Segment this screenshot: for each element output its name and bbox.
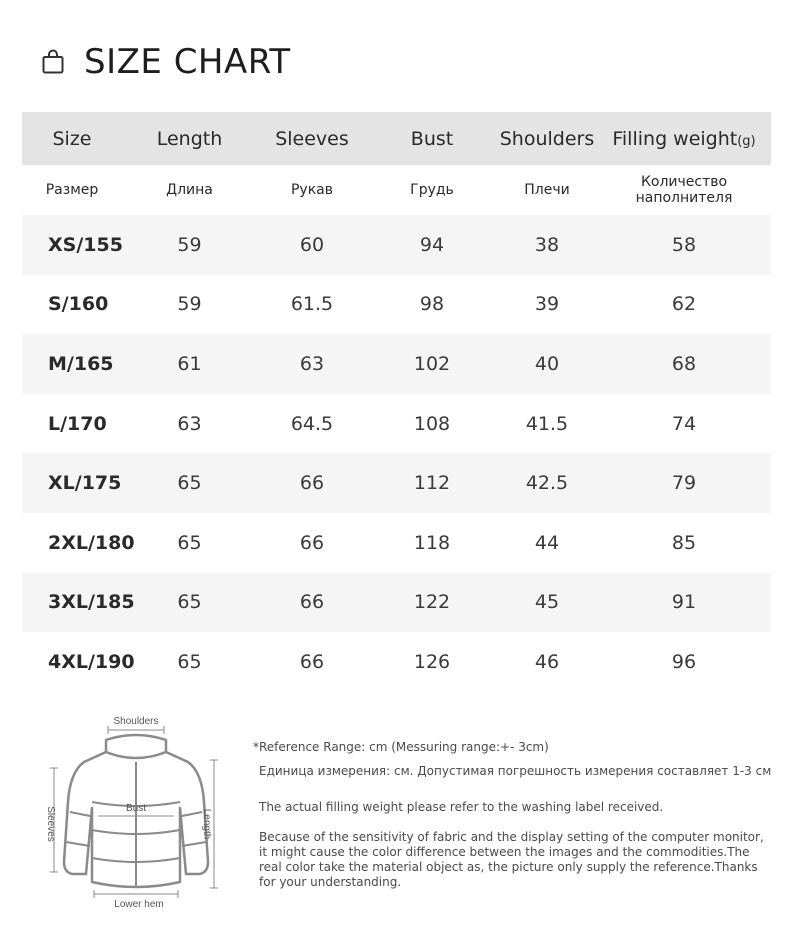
table-row (22, 334, 771, 394)
cell-size: M/165 (48, 352, 114, 375)
cell-sleeves: 61.5 (290, 293, 334, 316)
cell-filling: 91 (671, 591, 697, 614)
header-ru-filling: Количество наполнителя (635, 174, 733, 206)
cell-shoulders: 45 (534, 591, 560, 614)
header-row-ru (22, 165, 771, 215)
cell-bust: 118 (413, 531, 451, 554)
cell-length: 61 (177, 352, 202, 375)
cell-filling: 68 (671, 352, 697, 375)
note-color-difference: Because of the sensitivity of fabric and the display setting of the computer monitor, it might cause the color difference between the images and the commodities.The real color take the material object as, the picture only supply the reference.Thanks for your understanding. (259, 830, 764, 889)
table-row (22, 394, 771, 454)
header-shoulders: Shoulders (499, 127, 595, 150)
header-length: Length (156, 127, 223, 150)
note-filling-weight: The actual filling weight please refer to the washing label received. (259, 800, 664, 814)
cell-bust: 122 (413, 591, 451, 614)
cell-sleeves: 66 (299, 650, 325, 673)
header-filling-weight (597, 112, 771, 165)
table-row (22, 453, 771, 513)
cell-bust: 126 (413, 650, 451, 673)
cell-sleeves: 66 (299, 472, 325, 495)
header-ru-length: Длина (166, 182, 213, 198)
cell-size: 4XL/190 (48, 650, 135, 673)
cell-filling: 74 (671, 412, 697, 435)
header-row-en (22, 112, 771, 165)
cell-shoulders: 38 (534, 233, 560, 256)
cell-bust: 112 (413, 472, 451, 495)
cell-shoulders: 44 (534, 531, 560, 554)
cell-bust: 94 (419, 233, 445, 256)
cell-filling: 58 (671, 233, 697, 256)
cell-shoulders: 46 (534, 650, 560, 673)
header-size: Size (52, 127, 92, 150)
label-length: Length (201, 808, 212, 840)
cell-size: 3XL/185 (48, 591, 135, 614)
cell-length: 65 (177, 650, 202, 673)
cell-sleeves: 66 (299, 531, 325, 554)
cell-sleeves: 63 (299, 352, 325, 375)
header-ru-shoulders: Плечи (524, 182, 570, 198)
note-reference-range: *Reference Range: cm (Messuring range:+- 3cm) (253, 740, 549, 754)
cell-shoulders: 42.5 (525, 472, 569, 495)
cell-bust: 98 (419, 293, 445, 316)
table-row (22, 513, 771, 573)
cell-shoulders: 39 (534, 293, 560, 316)
header-bust: Bust (410, 127, 454, 150)
title-bar (40, 40, 291, 84)
label-shoulders: Shoulders (113, 716, 159, 727)
cell-size: XL/175 (48, 472, 122, 495)
shopping-bag-icon (40, 49, 66, 75)
cell-filling: 85 (671, 531, 697, 554)
cell-size: XS/155 (48, 233, 123, 256)
cell-length: 59 (177, 233, 202, 256)
size-table (22, 112, 771, 692)
table-row (22, 632, 771, 692)
cell-size: S/160 (48, 293, 109, 316)
header-unit: (g) (737, 133, 756, 149)
label-sleeves: Sleeves (45, 806, 56, 842)
header-ru-bust: Грудь (410, 182, 454, 198)
cell-length: 59 (177, 293, 202, 316)
table-row (22, 215, 771, 275)
cell-filling: 79 (671, 472, 697, 495)
cell-filling: 96 (671, 650, 697, 673)
label-lower-hem: Lower hem (114, 899, 164, 910)
cell-sleeves: 64.5 (290, 412, 334, 435)
header-filling-weight-label: Filling weight (612, 127, 738, 150)
table-row (22, 573, 771, 633)
cell-length: 63 (177, 412, 202, 435)
cell-size: L/170 (48, 412, 107, 435)
cell-length: 65 (177, 531, 202, 554)
cell-bust: 102 (413, 352, 451, 375)
cell-shoulders: 41.5 (525, 412, 569, 435)
header-ru-size: Размер (45, 182, 99, 198)
header-sleeves: Sleeves (275, 127, 349, 150)
cell-bust: 108 (413, 412, 451, 435)
cell-length: 65 (177, 472, 202, 495)
cell-length: 65 (177, 591, 202, 614)
note-russian-unit: Единица измерения: см. Допустимая погрешность измерения составляет 1-3 см (259, 764, 772, 778)
header-ru-sleeves: Рукав (290, 182, 333, 198)
label-bust: Bust (125, 803, 147, 814)
jacket-measurement-diagram (40, 712, 230, 912)
table-row (22, 275, 771, 335)
page-title: SIZE CHART (84, 42, 291, 82)
cell-size: 2XL/180 (48, 531, 135, 554)
cell-sleeves: 60 (299, 233, 325, 256)
cell-filling: 62 (671, 293, 697, 316)
cell-sleeves: 66 (299, 591, 325, 614)
cell-shoulders: 40 (534, 352, 560, 375)
